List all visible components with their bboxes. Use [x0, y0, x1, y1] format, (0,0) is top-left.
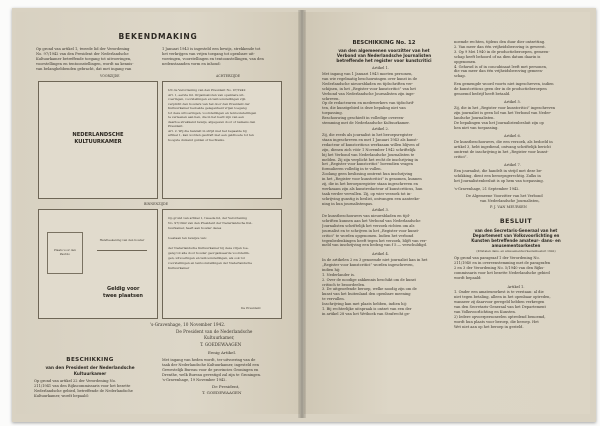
- beschikking-sign-2: T. GOEDEWAAGEN: [202, 390, 242, 395]
- achterzijde-label: ACHTERZIJDE: [216, 74, 241, 78]
- voorzijde-label: VOORZIJDE: [100, 74, 120, 78]
- beschikking-subtitle-2: Kultuurkamer: [73, 371, 107, 376]
- bekendmaking-signoff-2: Kultuurkamer,: [204, 335, 235, 340]
- artikel-3-heading: Artikel 3.: [372, 208, 389, 212]
- card-inside-right: [162, 209, 282, 319]
- bekendmaking-title: BEKENDMAKING: [118, 32, 198, 41]
- beschikking-sign-1: De President,: [212, 384, 240, 389]
- bekendmaking-signoff-1: De President van de Nederlandsche: [176, 329, 253, 334]
- artikel-2-heading: Artikel 2.: [372, 127, 389, 131]
- signature-placeholder: Handteekening van den houder: [99, 238, 145, 242]
- besluit-sub-3: Kunsten betreffende amateur- dans- en: [471, 238, 561, 243]
- artikel-2-text: Zij, die reeds als journalist in het beroepsregister staan ingeschreven en met 1 Januari 1943 als kunst- redacteur of kunstcriticus werkzaam willen blijven of zijn, dienen zich vóór 1 November 1942 schriftelijk bij het Verbond van Nederlandsche Journalisten te melden. Zij zijn verplicht het recht de inschrijving in het „Register voor kunstcritici” bovendien vragen formulieren volledig in te vullen. Zoolang geen beslissing omtrent hun inschrijving in het „Register voor kunstcritici” is genomen, kunnen zij, die in het beroepsregister staan ingeschreven en werkzaam zijn als kunstredacteur of kunstcriticus, hun taak verder vervullen. Zij, op wier verzoek tot in- schrijving gunstig is beslist, ontvangen een aanteeke- ning in hun journalistenpas.: [322, 133, 423, 206]
- card-inside-left: [38, 209, 158, 319]
- besluit-note: (Kristalen dans- en amusementsorkestenbesluit 1942): [476, 249, 556, 253]
- photo-box: [47, 232, 83, 274]
- artikel-5-text: Zij, die in het „Register voor kunstcritici” ingeschreven zijn journalist is geen lid van het Verbond van Neder- landsche Journalisten. De bepalingen van het Journalistenbesluit zijn op hen niet van toepassing.: [454, 106, 556, 130]
- card-front-title-2: KULTUURKAMER: [74, 139, 122, 145]
- bekendmaking-date: 's-Gravenhage, 10 November 1942.: [150, 322, 226, 327]
- beschikking-12-sub-1: van den algemeenen voorzitter van het: [338, 48, 430, 53]
- artikel-4-closing: Een gemengde woord voorts niet ingeschreven, indien de kunstcriticus geen der in de productieberoepen genoemd bedrijf heeft betaald.: [454, 82, 554, 96]
- artikel-6-text: De kunstbeschouwers, die een verzoek, als bedoeld in artikel 3, hebt ingediend, ontvang schriftelijk bericht omtrent de inschrijving in het „Register voor kunst- critici”.: [454, 140, 553, 159]
- card-front-title-1: NEDERLANDSCHE: [72, 132, 124, 138]
- artikel-1-heading: Artikel 1.: [372, 66, 389, 70]
- geldig-line-1: Geldig voor: [107, 286, 140, 292]
- artikel-7-text: Een journalist, die handelt in strijd met deze be- schikking, dient een beroepsgerechtig. Zulks in het Journalistenbesluit is op hem van toepassing.: [454, 169, 544, 183]
- card-president-sign: De President: [241, 306, 261, 310]
- artikel-7-heading: Artikel 7.: [504, 163, 521, 167]
- card-back: [162, 81, 282, 199]
- beschikking-column-2: Met ingang van heden wordt, ter uitvoering van de taak der Nederlandsche Kultuurkamer, ingesteld een Gewestelijk Bureau voor de provincies Groningen en Drenthe, welk Bureau gevestigd zal zijn te Groningen. 's-Gravenhage, 19 November 1942.: [162, 358, 262, 382]
- eenig-artikel-heading: Eenig Artikel.: [208, 350, 237, 355]
- card-front: [38, 81, 158, 199]
- signature-line: [97, 250, 147, 251]
- artikel-1-text: Met ingang van 1 Januari 1943 moeten personen, van wie regelmatig beschouwingen over kunst in de Nederlandsche nieuwsbladen en tijdschriften ver- schijnen, in het „Register voor kunstcritici” van het Verbond van Nederlandsche Journalisten zijn inge- schreven. Op de redacteuren en medewerkers van tijdschrif- ten, die kunstgebied is deze bepaling niet van toepassing. Beschouwing geschiedt in volledige overeen- stemming met de Nederlandsche Kultuurkamer.: [322, 72, 418, 126]
- booklet: [12, 8, 596, 422]
- intro-column-2: 1 Januari 1943 is ingesteld een bewijs, strekkende tot het verkrijgen van vrijen toegang tot openbare uit- voeringen, voorstellingen en tentoonstellingen, van den nedenstaanden vorm en inhoud:: [162, 47, 264, 66]
- card-inside-text: Op grond van artikel 1, tweede lid, der Verordening No. 97/1942 van den President der Nederlandsche Kul- tuurkamer, heeft aan houder dezes toestaan ten bewijze van: der Nederlandsche Kultuurkamer bij deze vrijen toe- gang tot alle door houder georganiseerde voorstellin- gen, uitvoeringen en tentoonstellingen, als ook tot voorstellingen en tentoonstellingen der Nederlandsche Kultuurkamer: [168, 216, 253, 270]
- besluit-sub-4: amusementsorkesten: [491, 243, 541, 248]
- beschikking-title: BESCHIKKING: [66, 357, 114, 363]
- card-back-text: Uit de Verordening van den President No. 97/1942: Art. 1, eerste lid. Organisatoren van openbare uit- voeringen, voorstellingen en tentoonstellingen zijn verplicht den houders van het door den President der Kultuurkamer bedoelde gelegenheid vrijen toegang tot deze uitvoeringen, voorstellingen en tentoonstellingen te verleenen aan hen, die in het bezit zijn van een daartoe strekkend bewijs, afgegeven door of namens den President. Art. 2. Wij die handelt in strijd met het bepaalde bij artikel 1, kan worden gestraft met een geldboete tot ten hoogste duizend gulden of hechtenis.: [168, 88, 257, 142]
- photo-placeholder: Plaats voor den Pasfoto: [54, 248, 76, 257]
- booklet-spine: [298, 10, 306, 418]
- besluit-sub-2: Departement van Volksvoorlichting en: [472, 233, 560, 238]
- besluit-title: BESLUIT: [499, 218, 533, 225]
- bekendmaking-signoff-3: T. GOEDEWAAGEN: [200, 342, 242, 347]
- beschikking-12-sign-1: De Algemeene Voorzitter van het Verbond: [466, 194, 543, 198]
- binnenzijde-label: BINNENZIJDE: [144, 202, 168, 206]
- beschikking-subtitle-1: van den President der Nederlandsche: [45, 365, 135, 370]
- artikel-4-continued: noemde rechten, tijdens den duur dier ontzetting. 2. Van meer dan één vrijheidsberoving is geweest. 3. Op 9 Mei 1940 in de productieberoepen, gemeen- schap heeft behoord of na dien datum daarin is opgenomen. 4. Gehuwd is of in concubinaat leeft met personen, die van meer dan één vrijheidsberoving gemeen- schap.: [454, 40, 550, 79]
- besluit-text: Op grond van paragraaf 1 der Verordening No. 211/1940 en in overeenstemming met de paragrafen 2 en 3 der Verordening No. 5/1940 van den Rijks- commissaris voor het bezette Nederlandsche gebied wordt bepaald: Artikel 1. 1. Onder een amateurorkest is te verstaan: al die niet tegen betaling, alleen in het openbaar optreden, wanneer zij daarvoor geregeld hebben verkregen van den Secretaris-Generaal van het Departement van Volksvoorlichting en Kunsten. 2) Iedere opvoerpersoneelen optredend benoemd, wordt hun plaats voor beroep, die beroep. Het Wet niet aan op het beroep in gesteld.: [454, 256, 551, 329]
- left-page: [16, 12, 300, 414]
- beschikking-12-date: 's-Gravenhage, 21 September 1942.: [454, 187, 520, 191]
- beschikking-12-sub-3: betreffende het register voor kunstcritici: [336, 58, 432, 63]
- beschikking-12-sign-2: van Nederlandsche Journalisten,: [480, 199, 540, 203]
- right-page: [304, 12, 590, 414]
- beschikking-12-sign-3: P. J. VAN MEURSEN: [490, 205, 527, 209]
- artikel-4-text: In de artikelen 2 en 3 genoemde niet journalist kan in het „Register voor kunstcritici” worden ingeschreven, indien hij: 1. Nederlander is. 2. Over de noodige zakkennis beschikt om de kunst critisch te beoordeelen. 3. De uitgeoefende beroep, welke noodig zijn om de kunst van het buitenland den openbare meening te vervullen. Inschrijving kan met plaats hebben, indien hij: 1. Bij rechterlijke uitspraak is ontzet van een der in artikel 28 van het Wetboek van Strafrecht ge-: [322, 258, 428, 316]
- besluit-sub-1: van den Secretaris-Generaal van het: [474, 228, 558, 233]
- beschikking-column-1: Op grond van artikel 22 der Verordening No. 211/1941 van den Rijkscommissaris voor het bezette Nederlandsche gebied, betreffende de Nederlandsche Kultuurkamer, wordt bepaald:: [34, 379, 133, 398]
- artikel-4-heading: Artikel 4.: [372, 252, 389, 256]
- geldig-line-2: twee plaatsen: [103, 293, 143, 299]
- intro-column-1: Op grond van artikel 1, tweede lid der Verordening No. 97/1942 van den President der Nederlandsche Kultuurkamer betreffende toegang tot uitvoeringen, voorstellingen en tentoonstellingen, wordt na kennis- van belanghebbenden gebracht, dat met ingang van: [36, 47, 134, 71]
- artikel-5-heading: Artikel 5.: [504, 100, 521, 104]
- beschikking-12-sub-2: Verbond van Nederlandsche Journalisten: [336, 53, 432, 58]
- artikel-6-heading: Artikel 6.: [504, 134, 521, 138]
- artikel-3-text: De kunstbeschouwers van nieuwsbladen en tijd- schriften kunnen aan het Verbond van Nederlandsche Journalisten schriftelijk het verzoek richten om als journalist en te schrijven in het „Register voor kunst- critici” te worden opgenomen. Indien het verbond tegenbedenkingen heeft tegen het verzoek, blijft van ver- meld van inschrijving een bedrag van f 5.— verschuldigd.: [322, 214, 428, 248]
- beschikking-12-title: BESCHIKKING No. 12: [352, 40, 416, 46]
